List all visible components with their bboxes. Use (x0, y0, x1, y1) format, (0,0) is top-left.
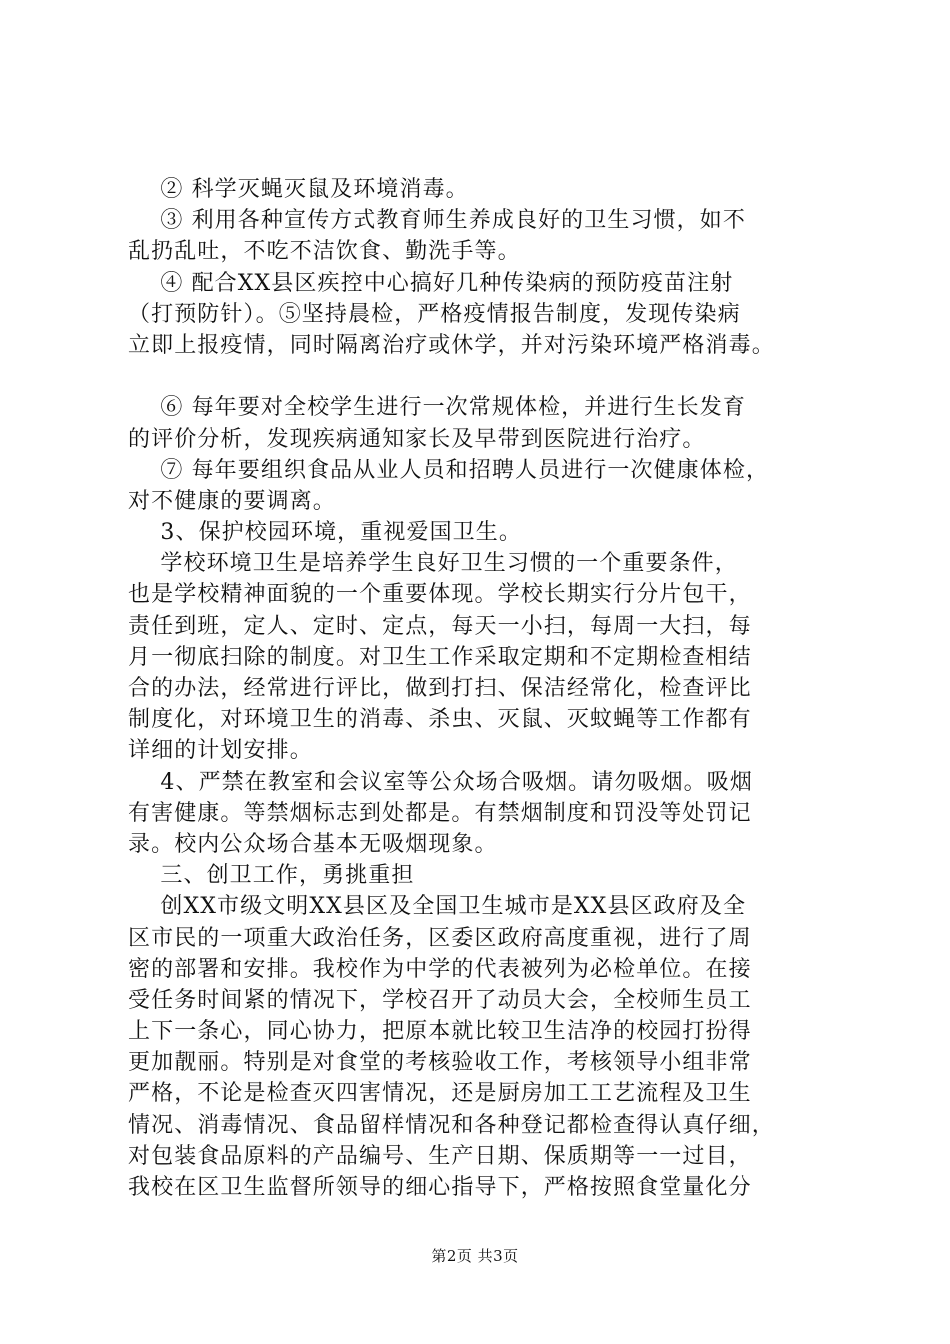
text-line (128, 361, 843, 392)
text-line: 对不健康的要调离。 (128, 488, 336, 514)
text-line: 的评价分析，发现疾病通知家长及早带到医院进行治疗。 (128, 426, 706, 452)
text-line: 三、创卫工作，勇挑重担 (128, 863, 415, 889)
text-line: 更加靓丽。特别是对食堂的考核验收工作，考核领导小组非常 (128, 1050, 752, 1076)
page-footer: 第2页 共3页 (431, 1247, 519, 1265)
text-line: 创XX市级文明XX县区及全国卫生城市是XX县区政府及全 (128, 894, 747, 920)
text-line: 详细的计划安排。 (128, 738, 313, 764)
text-line: ② 科学灭蝇灭鼠及环境消毒。 (128, 177, 469, 202)
text-line: （打预防针）。⑤坚持晨检，严格疫情报告制度，发现传染病 (128, 301, 741, 327)
text-line: 学校环境卫生是培养学生良好卫生习惯的一个重要条件， (128, 551, 738, 577)
document-body (128, 174, 843, 1203)
text-line: 乱扔乱吐，不吃不洁饮食、勤洗手等。 (128, 239, 521, 265)
text-line: 区市民的一项重大政治任务，区委区政府高度重视，进行了周 (128, 925, 752, 951)
text-line: ④ 配合XX县区疾控中心搞好几种传染病的预防疫苗注射 (128, 270, 734, 296)
text-line: 严格，不论是检查灭四害情况，还是厨房加工工艺流程及卫生 (128, 1081, 752, 1107)
text-line: 有害健康。等禁烟标志到处都是。有禁烟制度和罚没等处罚记 (128, 800, 752, 826)
text-line: 我校在区卫生监督所领导的细心指导下，严格按照食堂量化分 (128, 1175, 752, 1200)
text-line: 4、严禁在教室和会议室等公众场合吸烟。请勿吸烟。吸烟 (128, 769, 753, 795)
text-line: 密的部署和安排。我校作为中学的代表被列为必检单位。在接 (128, 956, 752, 982)
text-line: 上下一条心，同心协力，把原本就比较卫生洁净的校园打扮得 (128, 1019, 752, 1045)
text-line: 对包装食品原料的产品编号、生产日期、保质期等一一过目， (128, 1143, 752, 1169)
text-line: ⑥ 每年要对全校学生进行一次常规体检，并进行生长发育 (128, 395, 746, 421)
text-line: 也是学校精神面貌的一个重要体现。学校长期实行分片包干， (128, 582, 752, 608)
text-line: ⑦ 每年要组织食品从业人员和招聘人员进行一次健康体检， (128, 457, 770, 483)
text-line: 录。校内公众场合基本无吸烟现象。 (128, 831, 498, 857)
text-line: 受任务时间紧的情况下，学校召开了动员大会，全校师生员工 (128, 987, 752, 1013)
text-line: 制度化，对环境卫生的消毒、杀虫、灭鼠、灭蚊蝇等工作都有 (128, 707, 752, 733)
text-line: 合的办法，经常进行评比，做到打扫、保洁经常化，检查评比 (128, 676, 752, 701)
text-line: 责任到班，定人、定时、定点，每天一小扫，每周一大扫，每 (128, 613, 752, 639)
text-line: ③ 利用各种宣传方式教育师生养成良好的卫生习惯，如不 (128, 208, 746, 234)
text-line: 月一彻底扫除的制度。对卫生工作采取定期和不定期检查相结 (128, 644, 752, 670)
text-line: 立即上报疫情，同时隔离治疗或休学，并对污染环境严格消毒。 (128, 332, 775, 358)
text-line: 情况、消毒情况、食品留样情况和各种登记都检查得认真仔细， (128, 1112, 775, 1138)
text-line: 3、保护校园环境，重视爱国卫生。 (128, 520, 522, 546)
